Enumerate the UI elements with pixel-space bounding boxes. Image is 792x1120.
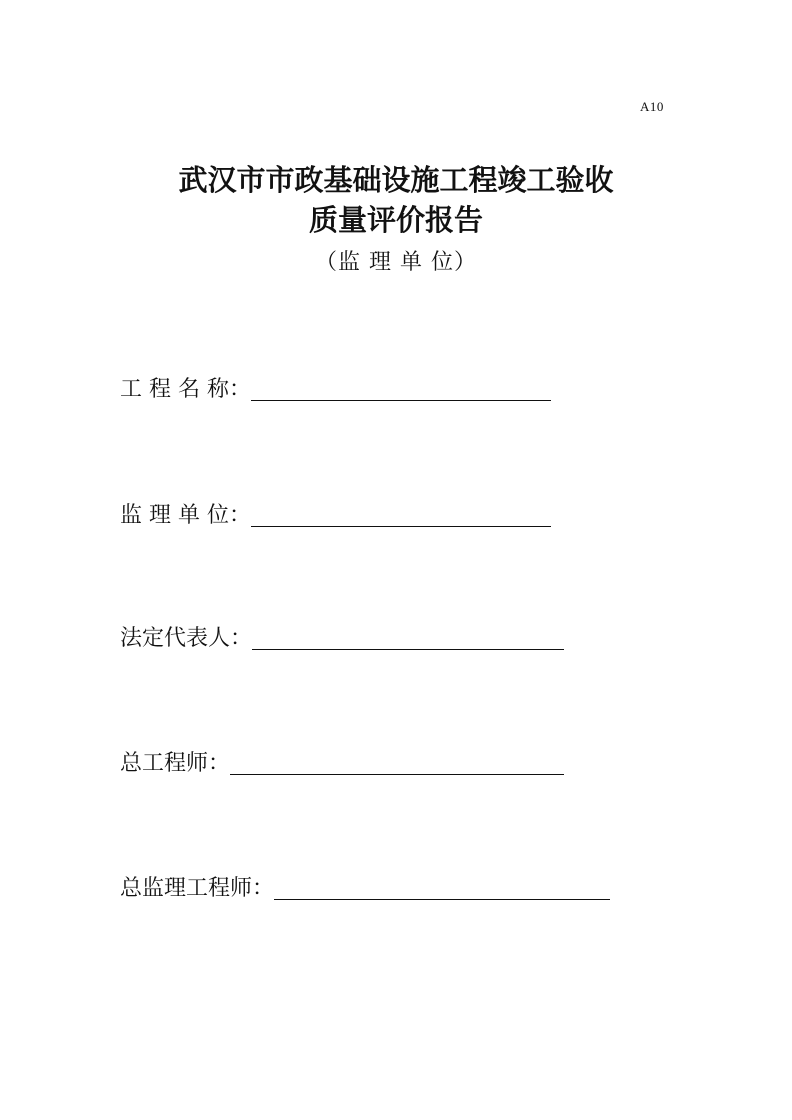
chief-supervising-engineer-field — [120, 869, 610, 903]
project-name-input-line[interactable] — [251, 376, 551, 401]
project-name-field — [120, 370, 551, 404]
chief-engineer-label: 总工程师： — [120, 751, 231, 776]
supervision-unit-label: 监 理 单 位： — [120, 503, 251, 528]
supervision-unit-field — [120, 496, 551, 530]
document-title-line-1: 武汉市市政基础设施工程竣工验收 — [178, 163, 614, 197]
chief-supervising-engineer-label: 总监理工程师： — [120, 876, 275, 901]
chief-engineer-input-line[interactable] — [230, 750, 564, 775]
supervision-unit-input-line[interactable] — [251, 502, 551, 527]
chief-supervising-engineer-input-line[interactable] — [274, 875, 610, 900]
document-title-line-2: 质量评价报告 — [308, 203, 483, 237]
form-code: A10 — [640, 99, 664, 114]
legal-representative-label: 法定代表人： — [120, 626, 253, 651]
legal-representative-input-line[interactable] — [252, 625, 564, 650]
legal-representative-field — [120, 619, 564, 653]
project-name-label: 工 程 名 称： — [120, 377, 251, 402]
document-subtitle: （监 理 单 位） — [315, 250, 477, 275]
chief-engineer-field — [120, 744, 564, 778]
